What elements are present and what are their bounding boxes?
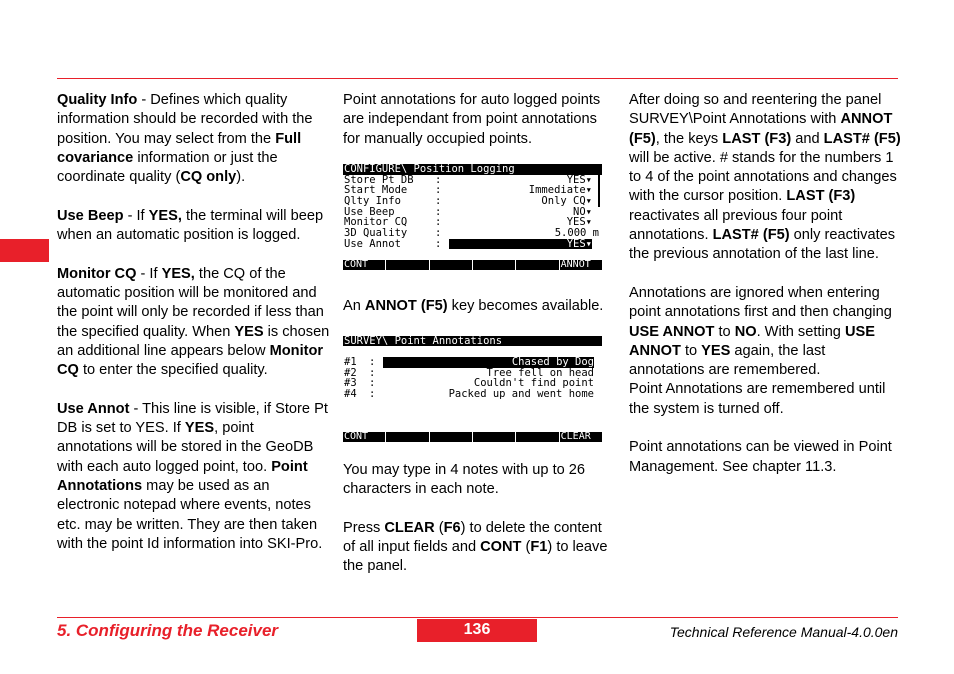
paragraph-quality-info: Quality Info - Defines which quality information should be recorded with the position. You may select from the Full covariance information or just the coordinate quality (CQ only).: [57, 92, 313, 186]
softkey-cont[interactable]: CONT: [343, 260, 386, 270]
screen-row-annotation-3: #3 : Couldn't find point: [344, 378, 594, 390]
softkey-bar: [343, 432, 602, 442]
softkey-f4[interactable]: [473, 260, 516, 270]
paragraph-point-management: Point annotations can be viewed in Point Management. See chapter 11.3.: [629, 439, 892, 475]
screen-row-store-pt-db: Store Pt DB : YES▾: [343, 175, 602, 186]
chapter-side-tab: [0, 239, 49, 262]
screen-row-annotation-1: #1 : Chased by Dog: [344, 357, 594, 368]
screen-row-monitor-cq: Monitor CQ : YES▾: [344, 217, 592, 229]
screen-title: CONFIGURE\ Position Logging: [343, 164, 602, 175]
paragraph-clear-cont: Press CLEAR (F6) to delete the content of all input fields and CONT (F1) to leave the panel.: [343, 519, 608, 575]
screen-row-start-mode: Start Mode : Immediate▾: [343, 185, 602, 196]
softkey-f5[interactable]: [516, 432, 559, 442]
softkey-f4[interactable]: [473, 432, 516, 442]
softkey-annot[interactable]: ANNOT: [560, 260, 602, 270]
screen-row-qlty-info: Qlty Info : Only CQ▾: [343, 196, 602, 207]
column-left: [57, 91, 332, 554]
paragraph-independent-annotations: Point annotations for auto logged points are independant from point annotations for manually occupied points.: [343, 92, 601, 147]
paragraph-last-keys: After doing so and reentering the panel SURVEY\Point Annotations with ANNOT (F5), the keys LAST (F3) and LAST# (F5) will be active. # stands for the numbers 1 to 4 of the point annotations and changes with the cursor position. LAST (F3) reactivates all previous four point annotations. LAST# (F5) only reactivates the previous annotation of the last line.: [629, 92, 901, 263]
paragraph-use-annot: Use Annot - This line is visible, if Store Pt DB is set to YES. If YES, point annotations will be stored in the GeoDB with each auto logged point, too. Point Annotations may be used as an electronic notepad where events, notes etc. may be written. They are then taken with the point Id information into SKI-Pro.: [57, 400, 328, 552]
screen-row-use-beep: Use Beep : NO▾: [344, 206, 592, 218]
column-right: [629, 91, 904, 477]
screen-point-annotations: [343, 336, 602, 442]
screen-row-annotation-4: #4 : Packed up and went home: [344, 389, 594, 400]
softkey-f2[interactable]: [386, 432, 429, 442]
softkey-clear[interactable]: CLEAR: [560, 432, 602, 442]
softkey-f3[interactable]: [430, 432, 473, 442]
paragraph-annotations-remembered: Point Annotations are remembered until the system is turned off.: [629, 381, 886, 417]
screen-row-use-annot: Use Annot : YES▾: [344, 238, 592, 250]
paragraph-note-limits: You may type in 4 notes with up to 26 characters in each note.: [343, 461, 586, 498]
screen-title: SURVEY\ Point Annotations: [343, 336, 602, 347]
softkey-f3[interactable]: [430, 260, 473, 270]
header-rule: [57, 78, 898, 79]
paragraph-use-beep: Use Beep - If YES, the terminal will beep when an automatic position is logged.: [57, 207, 324, 244]
paragraph-monitor-cq: Monitor CQ - If YES, the CQ of the automatic position will be monitored and the point will only be recorded if less than the specified quality. When YES is chosen an additional line appears below Monitor CQ to enter the specified quality.: [57, 265, 330, 379]
column-middle: [343, 91, 613, 577]
softkey-f5[interactable]: [516, 260, 559, 270]
footer-rule: [57, 617, 898, 618]
manual-title: Technical Reference Manual-4.0.0en: [669, 624, 898, 640]
softkey-bar: [343, 260, 602, 270]
page-number: 136: [417, 619, 537, 642]
paragraph-annot-key: An ANNOT (F5) key becomes available.: [343, 298, 604, 315]
screen-position-logging: [343, 164, 602, 270]
softkey-cont[interactable]: CONT: [343, 432, 386, 442]
paragraph-annotations-ignored: Annotations are ignored when entering point annotations first and then changing USE ANNOT to NO. With setting USE ANNOT to YES again, the last annotations are remembered.: [629, 284, 892, 379]
chapter-title: 5. Configuring the Receiver: [57, 621, 279, 640]
screen-row-3d-quality: 3D Quality : 5.000 m: [344, 228, 599, 239]
softkey-f2[interactable]: [386, 260, 429, 270]
screen-row-annotation-2: #2 : Tree fell on head: [344, 367, 594, 379]
